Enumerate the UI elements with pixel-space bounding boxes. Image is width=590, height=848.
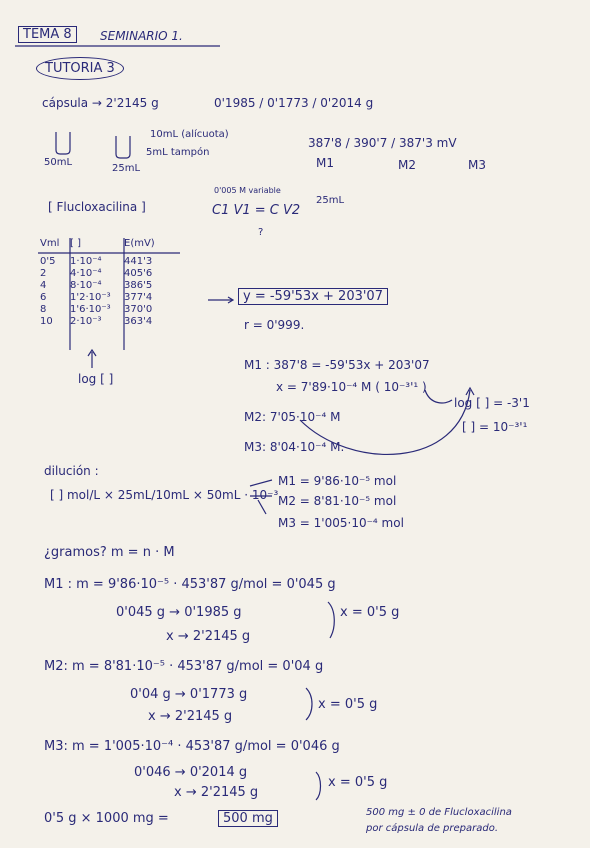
gramos-m1: M1 : m = 9'86·10⁻⁵ · 453'87 g/mol = 0'045 g — [44, 577, 336, 592]
header-tema — [18, 28, 77, 42]
dilucion-r3: M3 = 1'005·10⁻⁴ mol — [278, 516, 404, 530]
th-conc: [ ] — [70, 238, 81, 249]
log-hook-arrow — [425, 390, 452, 403]
gramos-m3x: x = 0'5 g — [328, 775, 388, 790]
cell-v: 10 — [40, 316, 53, 327]
dilucion-r1: M1 = 9'86·10⁻⁵ mol — [278, 474, 397, 488]
cell-e: 363'4 — [124, 316, 153, 327]
capsula-label: cápsula → 2'2145 g — [42, 96, 159, 110]
fluclox-question: ? — [258, 227, 264, 238]
calc-m2: M2: 7'05·10⁻⁴ M — [244, 410, 341, 424]
tutoria-oval: TUTORIA 3 — [36, 57, 124, 80]
gramos-m1b: x → 2'2145 g — [166, 629, 251, 644]
dilucion-title: dilución : — [44, 464, 99, 478]
beaker-icon-50 — [56, 132, 70, 154]
cell-v: 0'5 — [40, 256, 56, 267]
gramos-m1a: 0'045 g → 0'1985 g — [116, 605, 242, 620]
calc-x: x = 7'89·10⁻⁴ M ( 10⁻³'¹ ) — [276, 380, 427, 394]
brace-1 — [328, 602, 334, 638]
cell-e: 386'5 — [124, 280, 153, 291]
potential-m2: M2 — [398, 158, 416, 172]
cell-e: 405'6 — [124, 268, 153, 279]
log-label: log [ ] — [78, 372, 114, 386]
cell-c: 2·10⁻³ — [70, 316, 102, 327]
final-note-2: por cápsula de preparado. — [366, 823, 499, 834]
cell-v: 6 — [40, 292, 47, 303]
table-row — [40, 292, 174, 304]
calc-conc-note: [ ] = 10⁻³'¹ — [462, 420, 528, 434]
th-vml: Vml — [40, 238, 60, 249]
final-result — [218, 812, 278, 826]
table-row — [40, 304, 174, 316]
cell-e: 441'3 — [124, 256, 153, 267]
final-result-box: 500 mg — [218, 810, 278, 827]
gramos-m2a: 0'04 g → 0'1773 g — [130, 687, 248, 702]
regression-equation — [238, 290, 388, 304]
final-note-1: 500 mg ± 0 de Flucloxacilina — [366, 807, 512, 818]
dilucion-r2: M2 = 8'81·10⁻⁵ mol — [278, 494, 397, 508]
table-header-row — [40, 238, 174, 250]
tema-label: TEMA 8 — [18, 26, 77, 43]
fluclox-equation: C1 V1 = C V2 — [212, 203, 301, 218]
calc-m1: M1 : 387'8 = -59'53x + 203'07 — [244, 358, 430, 372]
table-row — [40, 316, 174, 328]
cell-c: 1·10⁻⁴ — [70, 256, 102, 267]
flask-icon-25 — [116, 136, 130, 158]
calc-m3: M3: 8'04·10⁻⁴ M. — [244, 440, 345, 454]
regression-box: y = -59'53x + 203'07 — [238, 288, 388, 305]
brace-3 — [316, 772, 321, 800]
dilucion-expr: [ ] mol/L × 25mL/10mL × 50mL · 10⁻³ — [50, 488, 279, 502]
cell-e: 377'4 — [124, 292, 153, 303]
cell-c: 1'2·10⁻³ — [70, 292, 111, 303]
calc-log-note: log [ ] = -3'1 — [454, 396, 530, 410]
final-conv: 0'5 g × 1000 mg = — [44, 811, 169, 826]
gramos-m2: M2: m = 8'81·10⁻⁵ · 453'87 g/mol = 0'04 g — [44, 659, 324, 674]
potential-m3: M3 — [468, 158, 486, 172]
tutoria-title — [36, 62, 124, 76]
table-row — [40, 268, 174, 280]
fluclox-vol-note: 25mL — [316, 195, 345, 206]
gramos-m3a: 0'046 → 0'2014 g — [134, 765, 248, 780]
vol-25: 25mL — [112, 163, 141, 174]
capsula-masas: 0'1985 / 0'1773 / 0'2014 g — [214, 96, 374, 110]
calibration-table — [40, 238, 174, 328]
gramos-m2x: x = 0'5 g — [318, 697, 378, 712]
cell-e: 370'0 — [124, 304, 153, 315]
log-up-arrow — [88, 350, 96, 368]
gramos-m1x: x = 0'5 g — [340, 605, 400, 620]
th-emv: E(mV) — [124, 238, 155, 249]
gramos-m2b: x → 2'2145 g — [148, 709, 233, 724]
cell-c: 4·10⁻⁴ — [70, 268, 102, 279]
vol-50: 50mL — [44, 157, 73, 168]
cell-v: 8 — [40, 304, 47, 315]
gramos-m3: M3: m = 1'005·10⁻⁴ · 453'87 g/mol = 0'046 g — [44, 739, 340, 754]
table-row — [40, 256, 174, 268]
gramos-question: ¿gramos? m = n · M — [44, 545, 175, 560]
potential-m1: M1 — [316, 156, 334, 170]
brace-2 — [306, 688, 312, 720]
tampon: 5mL tampón — [146, 147, 210, 158]
regression-arrow — [208, 297, 233, 303]
fluclox-title: [ Flucloxacilina ] — [48, 200, 146, 214]
regression-r: r = 0'999. — [244, 318, 305, 332]
fluclox-top-note: 0'005 M variable — [214, 186, 281, 195]
cell-v: 4 — [40, 280, 47, 291]
gramos-m3b: x → 2'2145 g — [174, 785, 259, 800]
potential-values: 387'8 / 390'7 / 387'3 mV — [308, 136, 457, 150]
table-row — [40, 280, 174, 292]
cell-c: 1'6·10⁻³ — [70, 304, 111, 315]
alicuota: 10mL (alícuota) — [150, 129, 229, 140]
cell-c: 8·10⁻⁴ — [70, 280, 102, 291]
cell-v: 2 — [40, 268, 47, 279]
header-seminario: SEMINARIO 1. — [100, 29, 183, 43]
